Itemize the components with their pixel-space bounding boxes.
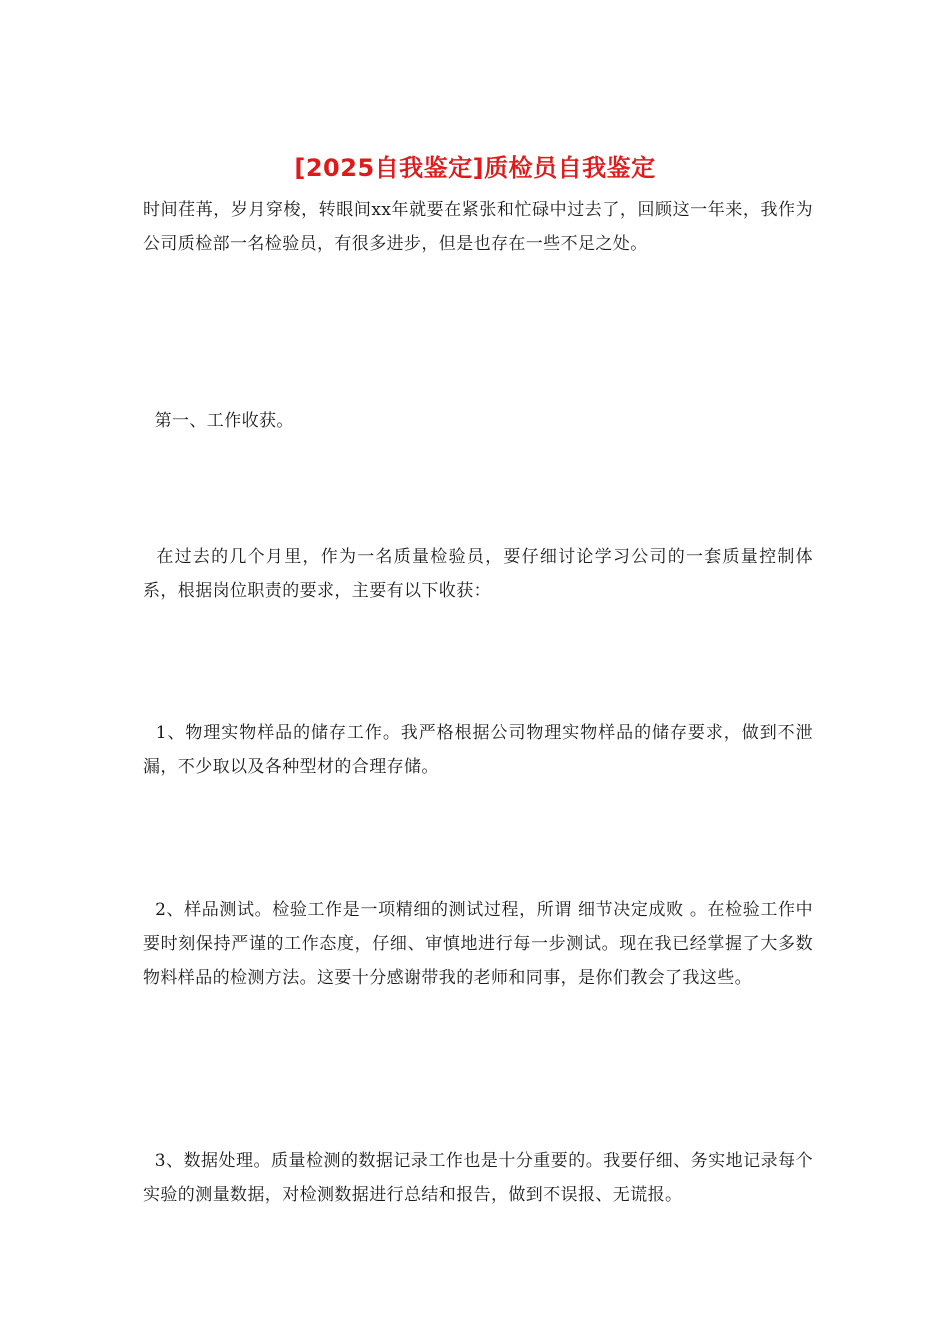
list-item-data-processing: 3、数据处理。质量检测的数据记录工作也是十分重要的。我要仔细、务实地记录每个实验的测量数据，对检测数据进行总结和报告，做到不误报、无谎报。 (143, 1151, 813, 1205)
intro-paragraph: 时间荏苒，岁月穿梭，转眼间xx年就要在紧张和忙碌中过去了，回顾这一年来，我作为公司质检部一名检验员，有很多进步，但是也存在一些不足之处。 (143, 200, 813, 254)
document-title: [2025自我鉴定]质检员自我鉴定 (294, 154, 656, 182)
section-heading-work-gains: 第一、工作收获。 (143, 411, 294, 431)
past-months-paragraph: 在过去的几个月里，作为一名质量检验员，要仔细讨论学习公司的一套质量控制体系，根据岗位职责的要求，主要有以下收获： (143, 547, 813, 601)
list-item-sample-storage: 1、物理实物样品的储存工作。我严格根据公司物理实物样品的储存要求，做到不泄漏，不少取以及各种型材的合理存储。 (143, 723, 813, 777)
list-item-sample-testing: 2、样品测试。检验工作是一项精细的测试过程，所谓 细节决定成败 。在检验工作中要时刻保持严谨的工作态度，仔细、审慎地进行每一步测试。现在我已经掌握了大多数物料样品的检测方法。这要十分感谢带我的老师和同事，是你们教会了我这些。 (143, 900, 813, 988)
